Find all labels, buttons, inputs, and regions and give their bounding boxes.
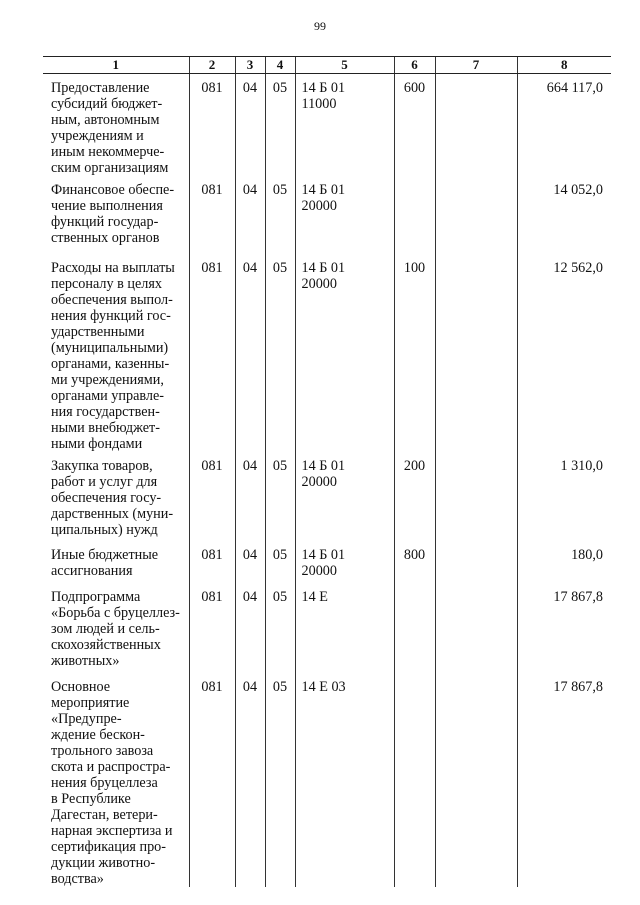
table-row [43, 673, 611, 887]
header-row [43, 57, 611, 74]
target-item-code: 14 Б 01 20000 [295, 541, 394, 583]
table-row [43, 74, 611, 177]
table-row [43, 541, 611, 583]
column-header-5: 5 [295, 57, 394, 74]
table-row [43, 176, 611, 254]
column-header-3: 3 [235, 57, 265, 74]
table-row [43, 452, 611, 541]
target-item-code: 14 Е 03 [295, 673, 394, 887]
subsection-code: 05 [265, 254, 295, 452]
ministry-code: 081 [189, 254, 235, 452]
ministry-code: 081 [189, 452, 235, 541]
expense-type-code [394, 176, 435, 254]
subsection-code: 05 [265, 541, 295, 583]
expense-type-code: 100 [394, 254, 435, 452]
ministry-code: 081 [189, 176, 235, 254]
amount: 12 562,0 [517, 254, 611, 452]
table-row [43, 583, 611, 673]
column-header-6: 6 [394, 57, 435, 74]
target-item-code: 14 Б 01 20000 [295, 176, 394, 254]
column-7-value [435, 673, 517, 887]
column-7-value [435, 74, 517, 177]
subsection-code: 05 [265, 583, 295, 673]
expense-type-code [394, 673, 435, 887]
column-header-4: 4 [265, 57, 295, 74]
column-7-value [435, 583, 517, 673]
expense-name: Основное мероприятие «Предупре- ждение бескон- трольного завоза скота и распростра- нения бруцеллеза в Республике Дагестан, ветери- нарная экспертиза и сертификация про- дукции животно- водства» [51, 679, 173, 887]
page-number: 99 [314, 19, 326, 33]
section-code: 04 [235, 452, 265, 541]
target-item-code: 14 Е [295, 583, 394, 673]
expense-type-code: 600 [394, 74, 435, 177]
target-item-code: 14 Б 01 20000 [295, 254, 394, 452]
subsection-code: 05 [265, 74, 295, 177]
expense-type-code [394, 583, 435, 673]
amount: 17 867,8 [517, 673, 611, 887]
expense-name: Закупка товаров, работ и услуг для обеспечения госу- дарственных (муни- ципальных) нужд [51, 458, 174, 538]
ministry-code: 081 [189, 541, 235, 583]
column-header-2: 2 [189, 57, 235, 74]
amount: 14 052,0 [517, 176, 611, 254]
expense-type-code: 800 [394, 541, 435, 583]
expense-name: Иные бюджетные ассигнования [51, 547, 159, 579]
section-code: 04 [235, 254, 265, 452]
budget-table [43, 56, 611, 887]
ministry-code: 081 [189, 673, 235, 887]
column-header-1: 1 [43, 57, 189, 74]
amount: 17 867,8 [517, 583, 611, 673]
ministry-code: 081 [189, 74, 235, 177]
expense-name: Предоставление субсидий бюджет- ным, автономным учреждениям и иным некоммерче- ским организациям [51, 80, 169, 176]
section-code: 04 [235, 74, 265, 177]
section-code: 04 [235, 583, 265, 673]
subsection-code: 05 [265, 452, 295, 541]
amount: 180,0 [517, 541, 611, 583]
column-header-8: 8 [517, 57, 611, 74]
target-item-code: 14 Б 01 11000 [295, 74, 394, 177]
column-7-value [435, 254, 517, 452]
column-7-value [435, 452, 517, 541]
expense-type-code: 200 [394, 452, 435, 541]
ministry-code: 081 [189, 583, 235, 673]
amount: 1 310,0 [517, 452, 611, 541]
amount: 664 117,0 [517, 74, 611, 177]
expense-name: Подпрограмма «Борьба с бруцеллез- зом людей и сель- скохозяйственных животных» [51, 589, 180, 669]
target-item-code: 14 Б 01 20000 [295, 452, 394, 541]
section-code: 04 [235, 541, 265, 583]
column-header-7: 7 [435, 57, 517, 74]
expense-name: Расходы на выплаты персоналу в целях обеспечения выпол- нения функций гос- ударственными (муниципальными) органами, казенны- ми учреждениями, органами управле- ния государствен- ными внебюджет- ными фондами [51, 260, 175, 452]
expense-name: Финансовое обеспе- чение выполнения функций государ- ственных органов [51, 182, 175, 246]
column-7-value [435, 176, 517, 254]
section-code: 04 [235, 176, 265, 254]
subsection-code: 05 [265, 673, 295, 887]
table-row [43, 254, 611, 452]
column-7-value [435, 541, 517, 583]
section-code: 04 [235, 673, 265, 887]
subsection-code: 05 [265, 176, 295, 254]
